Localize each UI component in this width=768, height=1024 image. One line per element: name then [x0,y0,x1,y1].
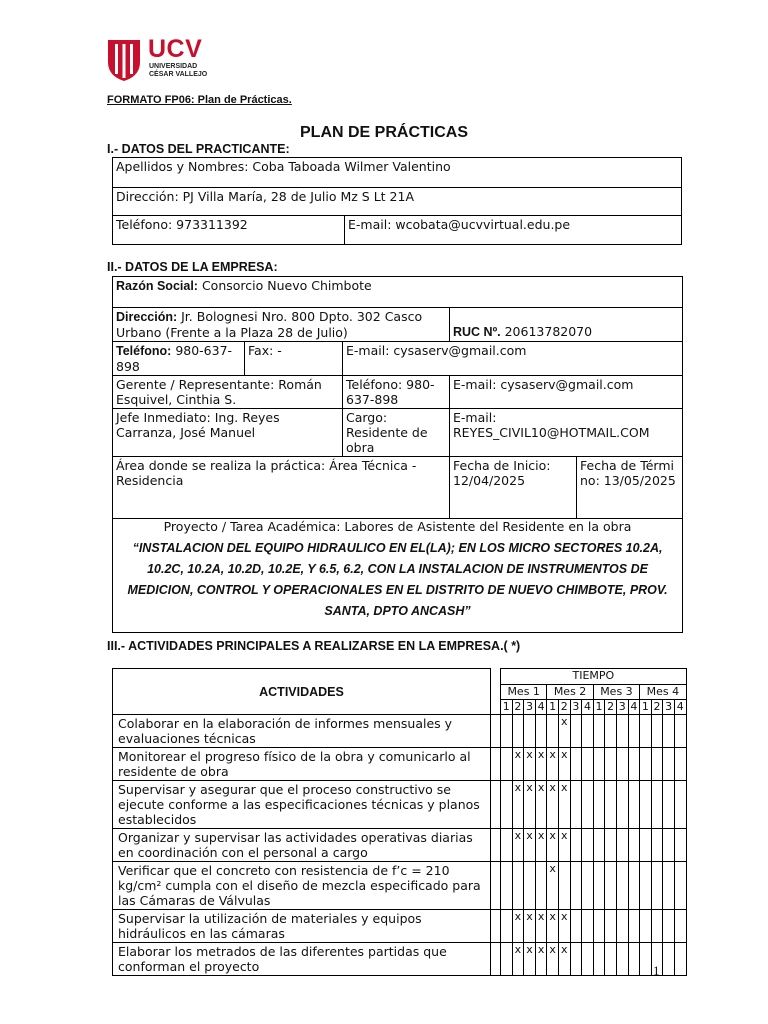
week-header: 1 [547,700,559,715]
tiempo-header: TIEMPO [501,669,687,685]
week-header: 2 [605,700,617,715]
spacer-cell [491,715,501,748]
schedule-cell: x [524,748,536,781]
logo-main-text: UCV [148,35,203,63]
schedule-cell: x [558,943,570,976]
format-label: FORMATO FP06: Plan de Prácticas. [107,94,292,106]
schedule-cell [501,715,513,748]
activity-row [113,862,687,910]
schedule-cell [570,910,582,943]
schedule-cell [524,862,536,910]
week-header: 4 [628,700,640,715]
schedule-cell [582,910,594,943]
schedule-cell [582,943,594,976]
week-header: 2 [558,700,570,715]
schedule-cell [674,829,686,862]
schedule-cell [674,715,686,748]
schedule-cell [582,715,594,748]
schedule-cell [582,748,594,781]
schedule-cell [651,715,663,748]
activity-text: Elaborar los metrados de las diferentes partidas que conforman el proyecto [113,943,491,976]
schedule-cell [674,748,686,781]
schedule-cell [616,862,628,910]
schedule-cell: x [547,910,559,943]
schedule-cell [593,715,605,748]
activity-text: Verificar que el concreto con resistencia de f’c = 210 kg/cm² cumpla con el diseño de mezcla especificado para las Cámaras de Válvulas [113,862,491,910]
activity-text: Monitorear el progreso físico de la obra y comunicarlo al residente de obra [113,748,491,781]
week-header: 3 [570,700,582,715]
schedule-cell: x [524,910,536,943]
schedule-cell [651,829,663,862]
schedule-cell: x [558,910,570,943]
fax-cell: Fax: - [245,342,343,376]
section3-heading: III.- ACTIVIDADES PRINCIPALES A REALIZARSE EN LA EMPRESA.( *) [107,639,521,653]
schedule-cell [663,862,675,910]
schedule-cell [605,781,617,829]
schedule-cell: x [535,829,547,862]
schedule-cell [570,862,582,910]
schedule-cell [640,781,652,829]
schedule-cell [628,781,640,829]
schedule-cell [651,781,663,829]
schedule-cell [512,862,524,910]
schedule-cell [628,943,640,976]
schedule-cell [628,862,640,910]
email-empresa-cell: E-mail: cysaserv@gmail.com [343,342,683,376]
schedule-cell [593,829,605,862]
schedule-cell [501,748,513,781]
schedule-cell: x [547,862,559,910]
week-header: 2 [651,700,663,715]
schedule-cell [558,862,570,910]
schedule-cell [640,748,652,781]
schedule-cell [501,781,513,829]
activity-row [113,748,687,781]
schedule-cell [605,862,617,910]
schedule-cell [535,715,547,748]
schedule-cell: x [535,910,547,943]
schedule-cell [593,748,605,781]
schedule-cell [616,910,628,943]
proyecto-cell [113,519,683,633]
schedule-cell [582,829,594,862]
schedule-cell [582,862,594,910]
schedule-cell [663,748,675,781]
schedule-cell [663,715,675,748]
schedule-cell [605,715,617,748]
schedule-cell [651,748,663,781]
schedule-cell [605,829,617,862]
jefe-email-cell: E-mail: REYES_CIVIL10@HOTMAIL.COM [450,409,683,457]
schedule-cell [628,715,640,748]
ucv-shield-icon [106,38,142,82]
schedule-cell [535,862,547,910]
week-header: 3 [616,700,628,715]
week-header: 4 [674,700,686,715]
schedule-cell [501,910,513,943]
razon-cell: Razón Social: Consorcio Nuevo Chimbote [113,277,683,308]
proyecto-label: Proyecto / Tarea Académica: Labores de Asistente del Residente en la obra [163,519,632,534]
activity-row [113,829,687,862]
schedule-cell [570,715,582,748]
gerente-telefono-cell: Teléfono: 980-637-898 [343,376,450,409]
month-header: Mes 2 [547,685,593,700]
schedule-cell [593,910,605,943]
section2-heading: II.- DATOS DE LA EMPRESA: [107,260,278,274]
schedule-cell: x [512,781,524,829]
schedule-cell [628,748,640,781]
schedule-cell: x [535,781,547,829]
week-header: 1 [640,700,652,715]
actividades-header: ACTIVIDADES [113,669,491,715]
schedule-cell: x [547,943,559,976]
schedule-cell [570,943,582,976]
schedule-cell [651,910,663,943]
schedule-cell [547,715,559,748]
actividades-table [112,668,687,976]
spacer-cell [491,781,501,829]
month-header: Mes 1 [501,685,547,700]
schedule-cell [663,943,675,976]
activity-row [113,910,687,943]
gerente-email-cell: E-mail: cysaserv@gmail.com [450,376,683,409]
schedule-cell [640,910,652,943]
schedule-cell [616,829,628,862]
jefe-cell: Jefe Inmediato: Ing. Reyes Carranza, José Manuel [113,409,343,457]
schedule-cell [640,829,652,862]
telefono-empresa-cell: Teléfono: 980-637-898 [113,342,245,376]
spacer-cell [491,943,501,976]
direccion-cell: Dirección: PJ Villa María, 28 de Julio Mz S Lt 21A [113,188,682,216]
practicante-table [112,157,682,245]
nombres-cell: Apellidos y Nombres: Coba Taboada Wilmer Valentino [113,158,682,188]
schedule-cell [628,910,640,943]
spacer-cell [491,910,501,943]
schedule-cell [663,781,675,829]
schedule-cell [605,943,617,976]
schedule-cell: x [547,781,559,829]
schedule-cell [593,943,605,976]
spacer-header [491,669,501,715]
schedule-cell [616,715,628,748]
fecha-inicio-cell: Fecha de Inicio: 12/04/2025 [450,457,577,519]
schedule-cell [512,715,524,748]
cargo-cell: Cargo: Residente de obra [343,409,450,457]
area-cell: Área donde se realiza la práctica: Área Técnica - Residencia [113,457,450,519]
schedule-cell: x [512,943,524,976]
activity-text: Supervisar la utilización de materiales y equipos hidráulicos en las cámaras [113,910,491,943]
schedule-cell [674,943,686,976]
schedule-cell [501,829,513,862]
page-title: PLAN DE PRÁCTICAS [300,124,469,141]
week-header: 1 [501,700,513,715]
week-header: 3 [524,700,536,715]
schedule-cell: x [512,910,524,943]
schedule-cell [501,862,513,910]
schedule-cell: x [512,748,524,781]
spacer-cell [491,829,501,862]
schedule-cell: x [558,829,570,862]
schedule-cell [605,910,617,943]
schedule-cell [640,943,652,976]
schedule-cell [616,748,628,781]
schedule-cell [640,715,652,748]
spacer-cell [491,862,501,910]
schedule-cell: x [558,748,570,781]
activity-row [113,781,687,829]
week-header: 4 [582,700,594,715]
month-header: Mes 4 [640,685,687,700]
telefono-cell: Teléfono: 973311392 [113,216,345,245]
gerente-cell: Gerente / Representante: Román Esquivel, Cinthia S. [113,376,343,409]
schedule-cell: x [535,748,547,781]
schedule-cell [593,781,605,829]
logo-line1: UNIVERSIDAD [149,63,198,70]
logo-line2: CÉSAR VALLEJO [149,71,208,78]
ruc-cell: RUC Nº. 20613782070 [450,308,683,342]
email-cell: E-mail: wcobata@ucvvirtual.edu.pe [345,216,682,245]
ucv-logo [106,35,216,84]
schedule-cell: x [524,781,536,829]
schedule-cell: x [535,943,547,976]
schedule-cell: x [524,943,536,976]
activity-row [113,715,687,748]
week-header: 2 [512,700,524,715]
week-header: 3 [663,700,675,715]
activity-text: Colaborar en la elaboración de informes mensuales y evaluaciones técnicas [113,715,491,748]
direccion-empresa-cell: Dirección: Jr. Bolognesi Nro. 800 Dpto. 302 Casco Urbano (Frente a la Plaza 28 de Julio) [113,308,450,342]
schedule-cell [674,910,686,943]
empresa-table [112,276,683,633]
spacer-cell [491,748,501,781]
schedule-cell [524,715,536,748]
schedule-cell [593,862,605,910]
schedule-cell [628,829,640,862]
activity-text: Organizar y supervisar las actividades operativas diarias en coordinación con el personal a cargo [113,829,491,862]
schedule-cell [663,829,675,862]
activity-row [113,943,687,976]
schedule-cell [570,781,582,829]
week-header: 4 [535,700,547,715]
schedule-cell [640,862,652,910]
fecha-termino-cell: Fecha de Término: 13/05/2025 [577,457,683,519]
month-header: Mes 3 [593,685,639,700]
activity-text: Supervisar y asegurar que el proceso constructivo se ejecute conforme a las especificaciones técnicas y planos establecidos [113,781,491,829]
schedule-cell [616,943,628,976]
schedule-cell: x [558,715,570,748]
schedule-cell [616,781,628,829]
schedule-cell [674,862,686,910]
schedule-cell [605,748,617,781]
week-header: 1 [593,700,605,715]
schedule-cell: x [512,829,524,862]
schedule-cell [582,781,594,829]
schedule-cell [570,748,582,781]
schedule-cell: x [547,829,559,862]
schedule-cell [674,781,686,829]
section1-heading: I.- DATOS DEL PRACTICANTE: [107,142,290,156]
schedule-cell [570,829,582,862]
schedule-cell: x [547,748,559,781]
schedule-cell [501,943,513,976]
schedule-cell [651,862,663,910]
schedule-cell: x [558,781,570,829]
schedule-cell [663,910,675,943]
proyecto-title: “INSTALACION DEL EQUIPO HIDRAULICO EN EL(LA); EN LOS MICRO SECTORES 10.2A, 10.2C, 10.2A, 10.2D, 10.2E, Y 6.5, 6.2, CON LA INSTALACION DE INSTRUMENTOS DE MEDICION, CONTROL Y OPERACIONALES EN EL DISTRITO DE NUEVO CHIMBOTE, PROV. SANTA, DPTO ANCASH” [127,541,668,618]
page-number: 1 [653,963,660,978]
schedule-cell: x [524,829,536,862]
